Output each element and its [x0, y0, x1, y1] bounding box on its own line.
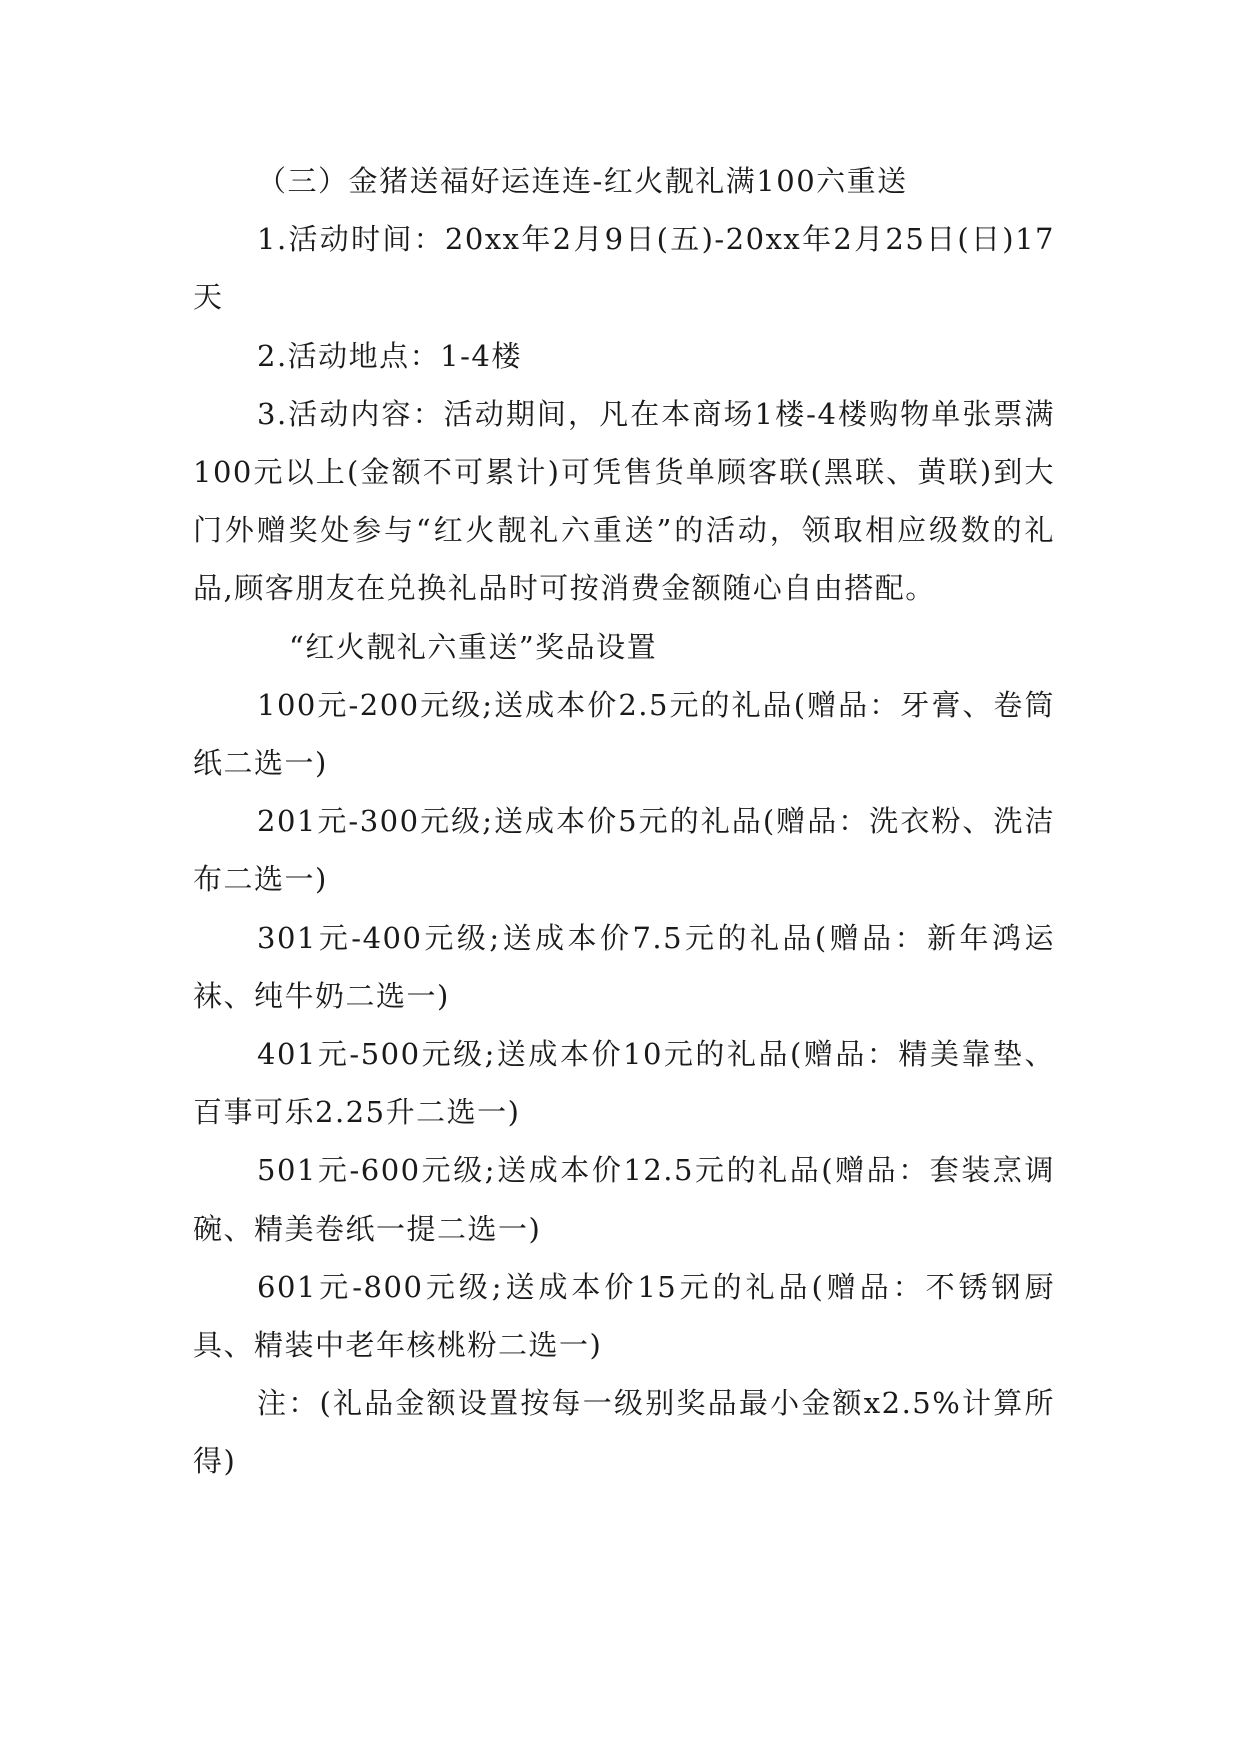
- prize-level-2: 201元-300元级;送成本价5元的礼品(赠品：洗衣粉、洗洁布二选一): [193, 804, 1055, 897]
- note-paragraph: 注：(礼品金额设置按每一级别奖品最小金额x2.5%计算所得): [193, 1386, 1055, 1479]
- prize-level-5: 501元-600元级;送成本价12.5元的礼品(赠品：套装烹调碗、精美卷纸一提二选一): [193, 1153, 1055, 1246]
- activity-content: 3.活动内容：活动期间，凡在本商场1楼-4楼购物单张票满100元以上(金额不可累计)可凭售货单顾客联(黑联、黄联)到大门外赠奖处参与“红火靓礼六重送”的活动，领取相应级数的礼品,顾客朋友在兑换礼品时可按消费金额随心自由搭配。: [193, 396, 1055, 606]
- prize-level-1: 100元-200元级;送成本价2.5元的礼品(赠品：牙膏、卷筒纸二选一): [193, 687, 1055, 781]
- document-body: [193, 152, 1055, 1491]
- activity-location: 2.活动地点：1-4楼: [257, 338, 522, 373]
- prize-title: “红火靓礼六重送”奖品设置: [289, 629, 658, 664]
- section-heading: （三）金猪送福好运连连-红火靓礼满100六重送: [257, 164, 908, 198]
- prize-level-3: 301元-400元级;送成本价7.5元的礼品(赠品：新年鸿运袜、纯牛奶二选一): [193, 920, 1055, 1013]
- prize-level-6: 601元-800元级;送成本价15元的礼品(赠品：不锈钢厨具、精装中老年核桃粉二选一): [193, 1269, 1055, 1363]
- activity-time: 1.活动时间：20xx年2月9日(五)-20xx年2月25日(日)17天: [193, 222, 1055, 315]
- prize-level-4: 401元-500元级;送成本价10元的礼品(赠品：精美靠垫、百事可乐2.25升二选一): [193, 1037, 1055, 1130]
